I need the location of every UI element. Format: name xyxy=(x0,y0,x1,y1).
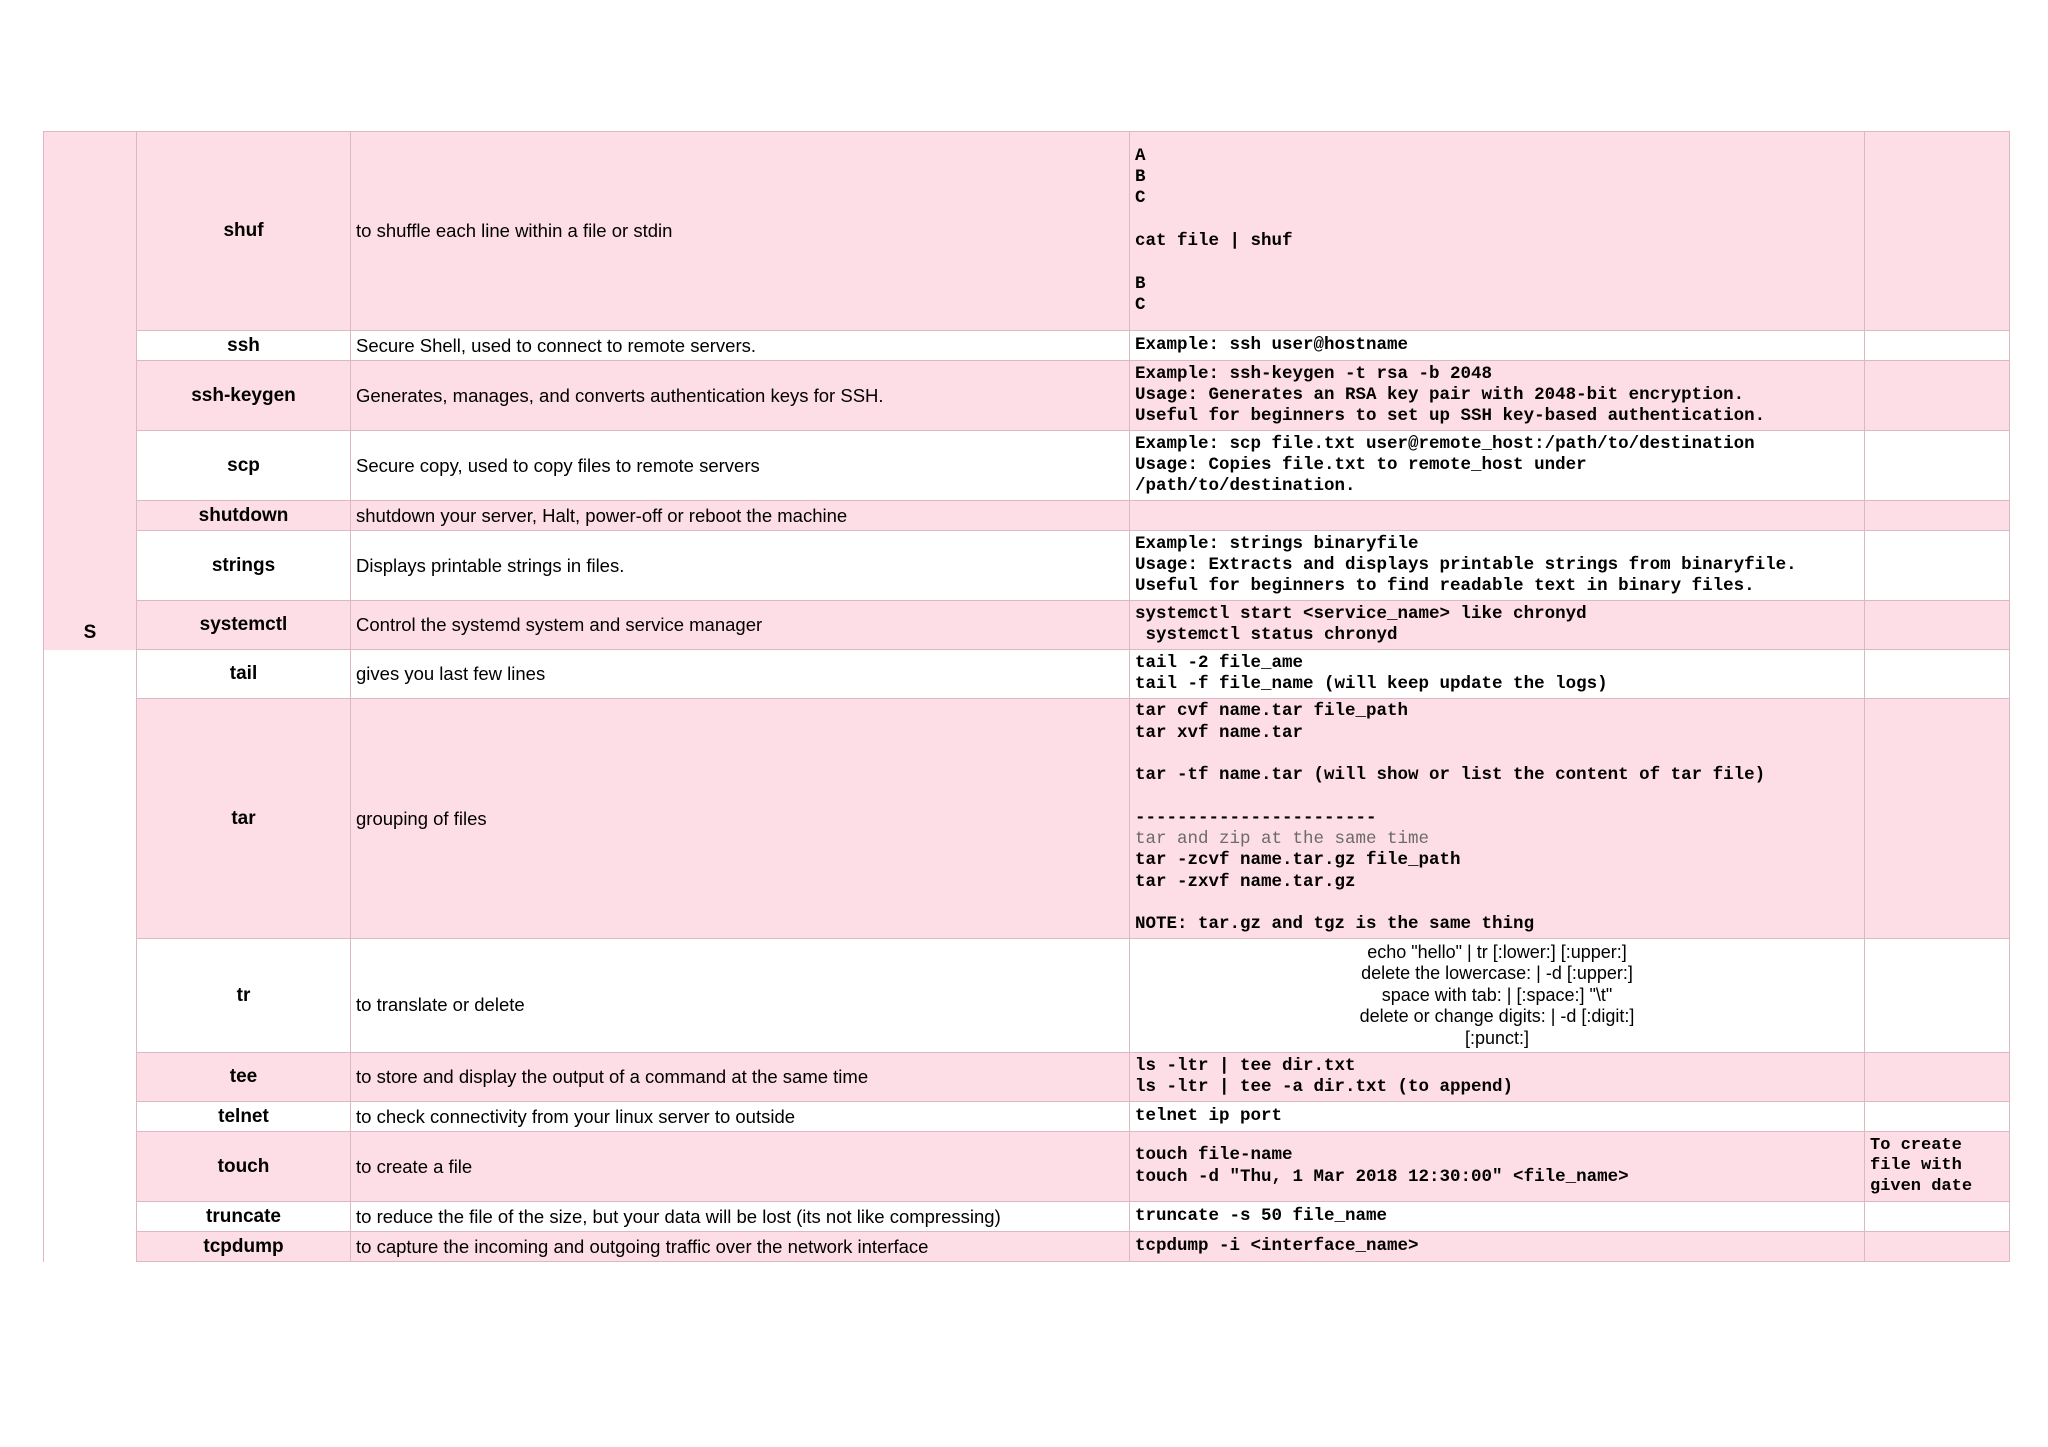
example-line: ls -ltr | tee -a dir.txt (to append) xyxy=(1135,1077,1514,1097)
example-line: Example: strings binaryfile xyxy=(1135,533,1419,554)
example-line: delete or change digits: | -d [:digit:] xyxy=(1359,1006,1635,1027)
group-letter-empty xyxy=(44,650,137,1262)
command-description: to create a file xyxy=(351,1132,1130,1202)
command-note xyxy=(1865,939,2010,1053)
command-note xyxy=(1865,431,2010,501)
example-line: systemctl status chronyd xyxy=(1135,625,1398,645)
command-name: shuf xyxy=(137,132,351,331)
command-example xyxy=(1130,531,1865,601)
table-row xyxy=(44,1132,2010,1202)
command-description: grouping of files xyxy=(351,699,1130,939)
example-line: Example: ssh-keygen -t rsa -b 2048 xyxy=(1135,363,1493,384)
command-description: Secure Shell, used to connect to remote servers. xyxy=(351,331,1130,361)
command-description: Control the systemd system and service manager xyxy=(351,601,1130,650)
example-line: Example: ssh user@hostname xyxy=(1135,334,1409,355)
example-line: systemctl start <service_name> like chronyd xyxy=(1135,603,1587,624)
command-table xyxy=(43,131,2010,1262)
command-name: shutdown xyxy=(137,501,351,531)
table-row xyxy=(44,650,2010,699)
example-line: tar -zcvf name.tar.gz file_path xyxy=(1135,850,1461,871)
command-name: telnet xyxy=(137,1102,351,1132)
command-description: to translate or delete xyxy=(351,939,1130,1053)
example-line xyxy=(1135,252,1859,273)
command-note xyxy=(1865,601,2010,650)
command-example xyxy=(1130,650,1865,699)
command-note xyxy=(1865,132,2010,331)
command-example xyxy=(1130,1053,1865,1102)
example-line: Usage: Copies file.txt to remote_host under xyxy=(1135,454,1587,475)
command-description: to capture the incoming and outgoing traffic over the network interface xyxy=(351,1232,1130,1262)
example-line: Example: scp file.txt user@remote_host:/path/to/destination xyxy=(1135,433,1755,454)
example-line: NOTE: tar.gz and tgz is the same thing xyxy=(1135,914,1535,935)
command-example xyxy=(1130,601,1865,650)
command-note: To create file with given date xyxy=(1865,1132,2010,1202)
example-line: B xyxy=(1135,273,1146,294)
command-description: Displays printable strings in files. xyxy=(351,531,1130,601)
example-line: cat file | shuf xyxy=(1135,231,1293,251)
table-row xyxy=(44,601,2010,650)
example-line: Useful for beginners to find readable text in binary files. xyxy=(1135,576,1755,597)
command-example xyxy=(1130,1232,1865,1262)
table-row xyxy=(44,939,2010,1053)
table-row xyxy=(44,1053,2010,1102)
command-description: Generates, manages, and converts authentication keys for SSH. xyxy=(351,361,1130,431)
example-line: /path/to/destination. xyxy=(1135,476,1356,497)
table-row xyxy=(44,531,2010,601)
command-description: to reduce the file of the size, but your data will be lost (its not like compressing) xyxy=(351,1202,1130,1232)
command-example xyxy=(1130,331,1865,361)
example-line: A xyxy=(1135,145,1146,166)
command-note xyxy=(1865,1102,2010,1132)
command-note xyxy=(1865,361,2010,431)
command-name: scp xyxy=(137,431,351,501)
command-example xyxy=(1130,1102,1865,1132)
example-line xyxy=(1135,893,1859,914)
example-line: B xyxy=(1135,167,1146,188)
command-note xyxy=(1865,531,2010,601)
example-line: C xyxy=(1135,188,1146,209)
command-note xyxy=(1865,331,2010,361)
example-line: tar and zip at the same time xyxy=(1135,829,1430,850)
example-line: tail -f file_name (will keep update the logs) xyxy=(1135,674,1608,694)
example-line: tar cvf name.tar file_path xyxy=(1135,701,1409,722)
command-example xyxy=(1130,501,1865,531)
example-line: ----------------------- xyxy=(1135,807,1377,828)
command-example xyxy=(1130,699,1865,939)
command-example xyxy=(1130,1202,1865,1232)
example-line: [:punct:] xyxy=(1464,1027,1530,1048)
table-row xyxy=(44,1202,2010,1232)
table-row xyxy=(44,699,2010,939)
example-line xyxy=(1135,744,1859,765)
command-note xyxy=(1865,1232,2010,1262)
command-description: Secure copy, used to copy files to remote servers xyxy=(351,431,1130,501)
command-note xyxy=(1865,699,2010,939)
table-row xyxy=(44,501,2010,531)
command-sheet xyxy=(43,131,2010,1262)
table-row xyxy=(44,361,2010,431)
table-row xyxy=(44,431,2010,501)
command-name: tee xyxy=(137,1053,351,1102)
example-line: tar -tf name.tar (will show or list the content of tar file) xyxy=(1135,765,1766,786)
command-note xyxy=(1865,501,2010,531)
command-example xyxy=(1130,132,1865,331)
command-name: systemctl xyxy=(137,601,351,650)
example-line xyxy=(1135,210,1859,231)
command-description: gives you last few lines xyxy=(351,650,1130,699)
table-row xyxy=(44,1102,2010,1132)
example-line: Useful for beginners to set up SSH key-based authentication. xyxy=(1135,406,1766,427)
command-example xyxy=(1130,939,1865,1053)
example-line: telnet ip port xyxy=(1135,1105,1283,1126)
example-line: tar -zxvf name.tar.gz xyxy=(1135,871,1356,892)
example-line: delete the lowercase: | -d [:upper:] xyxy=(1361,963,1633,984)
command-name: ssh xyxy=(137,331,351,361)
table-row xyxy=(44,331,2010,361)
group-letter: S xyxy=(44,132,137,650)
example-line: Usage: Generates an RSA key pair with 2048-bit encryption. xyxy=(1135,384,1745,405)
command-name: truncate xyxy=(137,1202,351,1232)
command-note xyxy=(1865,650,2010,699)
table-row xyxy=(44,132,2010,331)
example-line: truncate -s 50 file_name xyxy=(1135,1205,1388,1226)
command-name: ssh-keygen xyxy=(137,361,351,431)
command-description: to shuffle each line within a file or stdin xyxy=(351,132,1130,331)
command-name: touch xyxy=(137,1132,351,1202)
command-name: tr xyxy=(137,939,351,1053)
command-name: tar xyxy=(137,699,351,939)
example-line: ls -ltr | tee dir.txt xyxy=(1135,1055,1356,1076)
command-note xyxy=(1865,1053,2010,1102)
command-name: strings xyxy=(137,531,351,601)
command-description: shutdown your server, Halt, power-off or reboot the machine xyxy=(351,501,1130,531)
command-name: tail xyxy=(137,650,351,699)
command-example xyxy=(1130,361,1865,431)
example-line: touch file-name xyxy=(1135,1145,1293,1166)
example-line: Usage: Extracts and displays printable strings from binaryfile. xyxy=(1135,554,1797,575)
command-description: to check connectivity from your linux server to outside xyxy=(351,1102,1130,1132)
command-note xyxy=(1865,1202,2010,1232)
command-example xyxy=(1130,431,1865,501)
example-line: tcpdump -i <interface_name> xyxy=(1135,1235,1419,1256)
example-line: tail -2 file_ame xyxy=(1135,652,1304,673)
example-line xyxy=(1135,787,1859,808)
example-line: C xyxy=(1135,294,1146,315)
command-name: tcpdump xyxy=(137,1232,351,1262)
example-line: echo "hello" | tr [:lower:] [:upper:] xyxy=(1367,941,1627,962)
example-line: touch -d "Thu, 1 Mar 2018 12:30:00" <file_name> xyxy=(1135,1166,1629,1187)
table-row xyxy=(44,1232,2010,1262)
command-example xyxy=(1130,1132,1865,1202)
command-description: to store and display the output of a command at the same time xyxy=(351,1053,1130,1102)
example-line: tar xvf name.tar xyxy=(1135,722,1304,743)
example-line: space with tab: | [:space:] "\t" xyxy=(1381,984,1613,1005)
